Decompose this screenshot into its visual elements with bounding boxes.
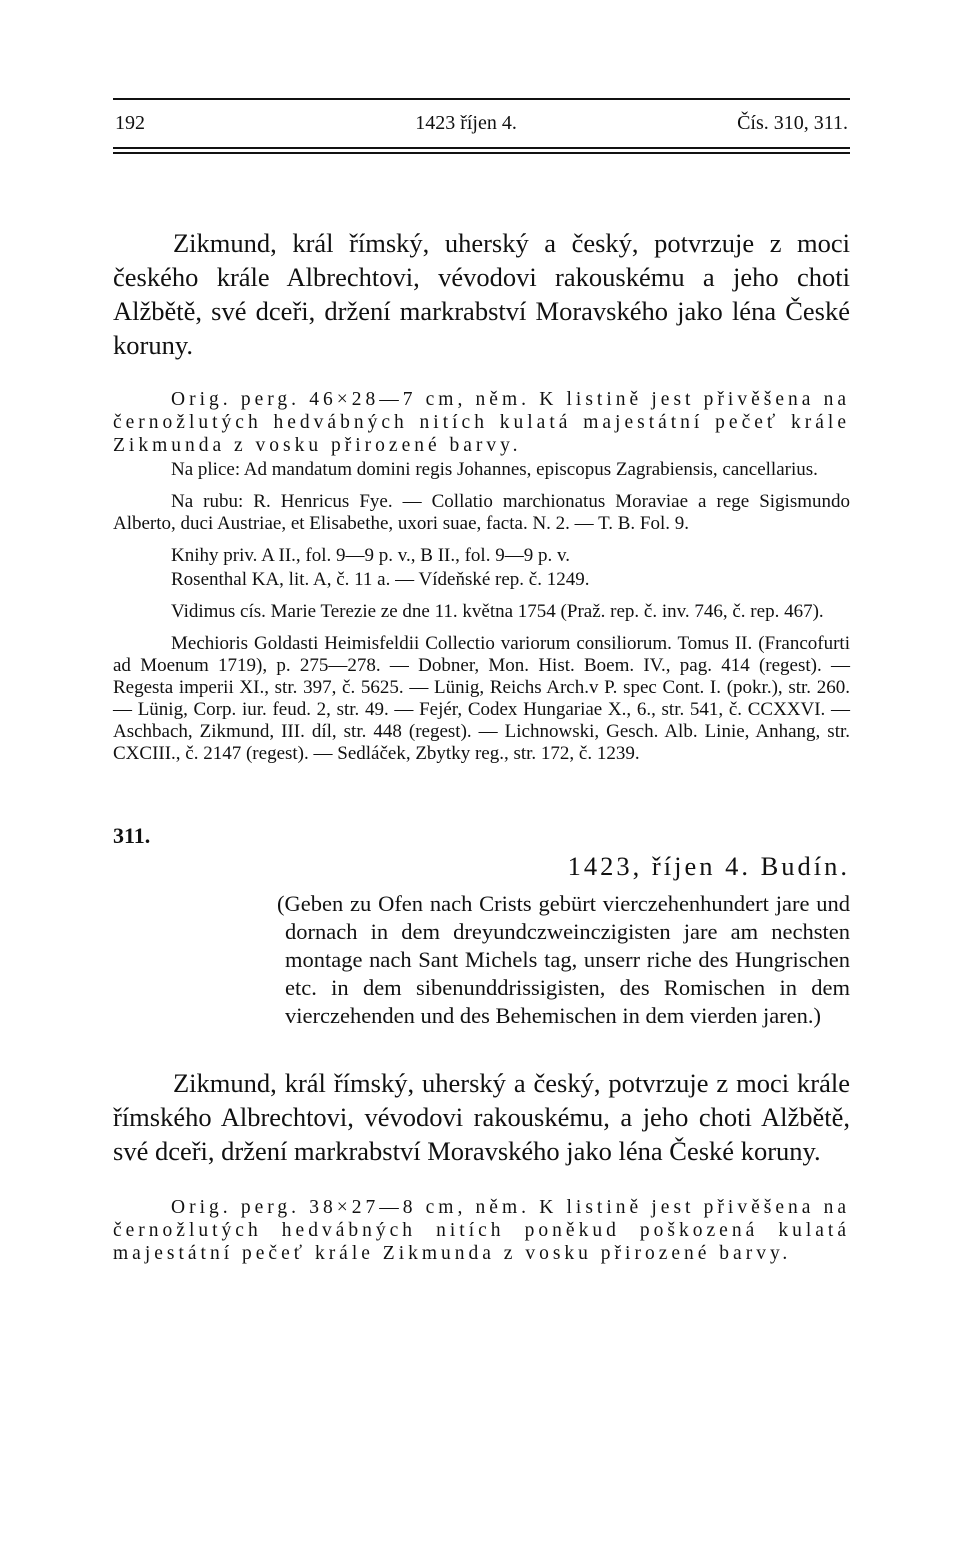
doc310-note-rosenthal: Rosenthal KA, lit. A, č. 11 a. — Vídeňské rep. č. 1249. — [171, 569, 590, 590]
document-page — [113, 98, 850, 1265]
doc311-orig-description: Orig. perg. 38×27—8 cm, něm. K listině jest přivěšena na černožlutých hedvábných nitích poněkud poškozená kulatá majestátní pečeť krále Zikmunda z vosku přirozené barvy. — [113, 1197, 850, 1264]
header-top-rule — [113, 98, 850, 100]
header-double-rule — [113, 147, 850, 154]
doc310-note-literature: Mechioris Goldasti Heimisfeldii Collectio variorum consiliorum. Tomus II. (Francofurti ad Moenum 1719), p. 275—278. — Dobner, Mon. Hist. Boem. IV., pag. 414 (regest). — Regesta imperii XI., str. 397, č. 5625. — Lünig, Reichs Arch.v P. spec Cont. I. (pokr.), str. 260. — Lünig, Corp. iur. feud. 2, str. 49. — Fejér, Codex Hungariae X., 6., str. 541, č. CCXXVI. — Aschbach, Zikmund, III. díl, str. 448 (regest). — Lichnowski, Gesch. Alb. Linie, Anhang, str. CXCIII., č. 2147 (regest). — Sedláček, Zbytky reg., str. 172, č. 1239. — [113, 633, 850, 764]
header-date: 1423 říjen 4. — [415, 112, 517, 134]
header-doc-numbers: Čís. 310, 311. — [737, 112, 848, 134]
doc311-number: 311. — [113, 823, 151, 848]
doc311-summary: Zikmund, král římský, uherský a český, potvrzuje z moci krále římského Albrechtovi, vévodovi rakouskému, a jeho choti Alžbětě, své dceři, držení markrabství Moravského jako léna České koruny. — [113, 1068, 850, 1166]
doc311-german-dating: (Geben zu Ofen nach Crists gebürt vierczehenhundert jare und dornach in dem dreyundczweinczigisten jare am nechsten montage nach Sant Michels tag, unserr riche des Hungrischen etc. in dem sibenunddrissigisten, des Romischen in dem vierczehenden und des Behemischen in dem vierden jaren.) — [277, 891, 850, 1028]
doc310-note-books: Knihy priv. A II., fol. 9—9 p. v., B II., fol. 9—9 p. v. — [171, 545, 570, 566]
doc311-date-place: 1423, říjen 4. Budín. — [567, 851, 850, 881]
doc310-note-dorse: Na rubu: R. Henricus Fye. — Collatio marchionatus Moraviae a rege Sigismundo Alberto, duci Austriae, et Elisabethe, uxori suae, facta. N. 2. — T. B. Fol. 9. — [113, 491, 850, 534]
page-number: 192 — [115, 112, 145, 134]
doc310-orig-description: Orig. perg. 46×28—7 cm, něm. K listině jest přivěšena na černožlutých hedvábných nitích kulatá majestátní pečeť krále Zikmunda z vosku přirozené barvy. — [113, 389, 850, 456]
doc310-summary: Zikmund, král římský, uherský a český, potvrzuje z moci českého krále Albrechtovi, vévodovi rakouskému a jeho choti Alžbětě, své dceři, držení markrabství Moravského jako léna České koruny. — [113, 228, 850, 360]
doc310-note-plica: Na plice: Ad mandatum domini regis Johannes, episcopus Zagrabiensis, cancellarius. — [171, 459, 818, 480]
doc310-note-vidimus: Vidimus cís. Marie Terezie ze dne 11. května 1754 (Praž. rep. č. inv. 746, č. rep. 467). — [171, 601, 824, 622]
running-header — [113, 112, 850, 135]
